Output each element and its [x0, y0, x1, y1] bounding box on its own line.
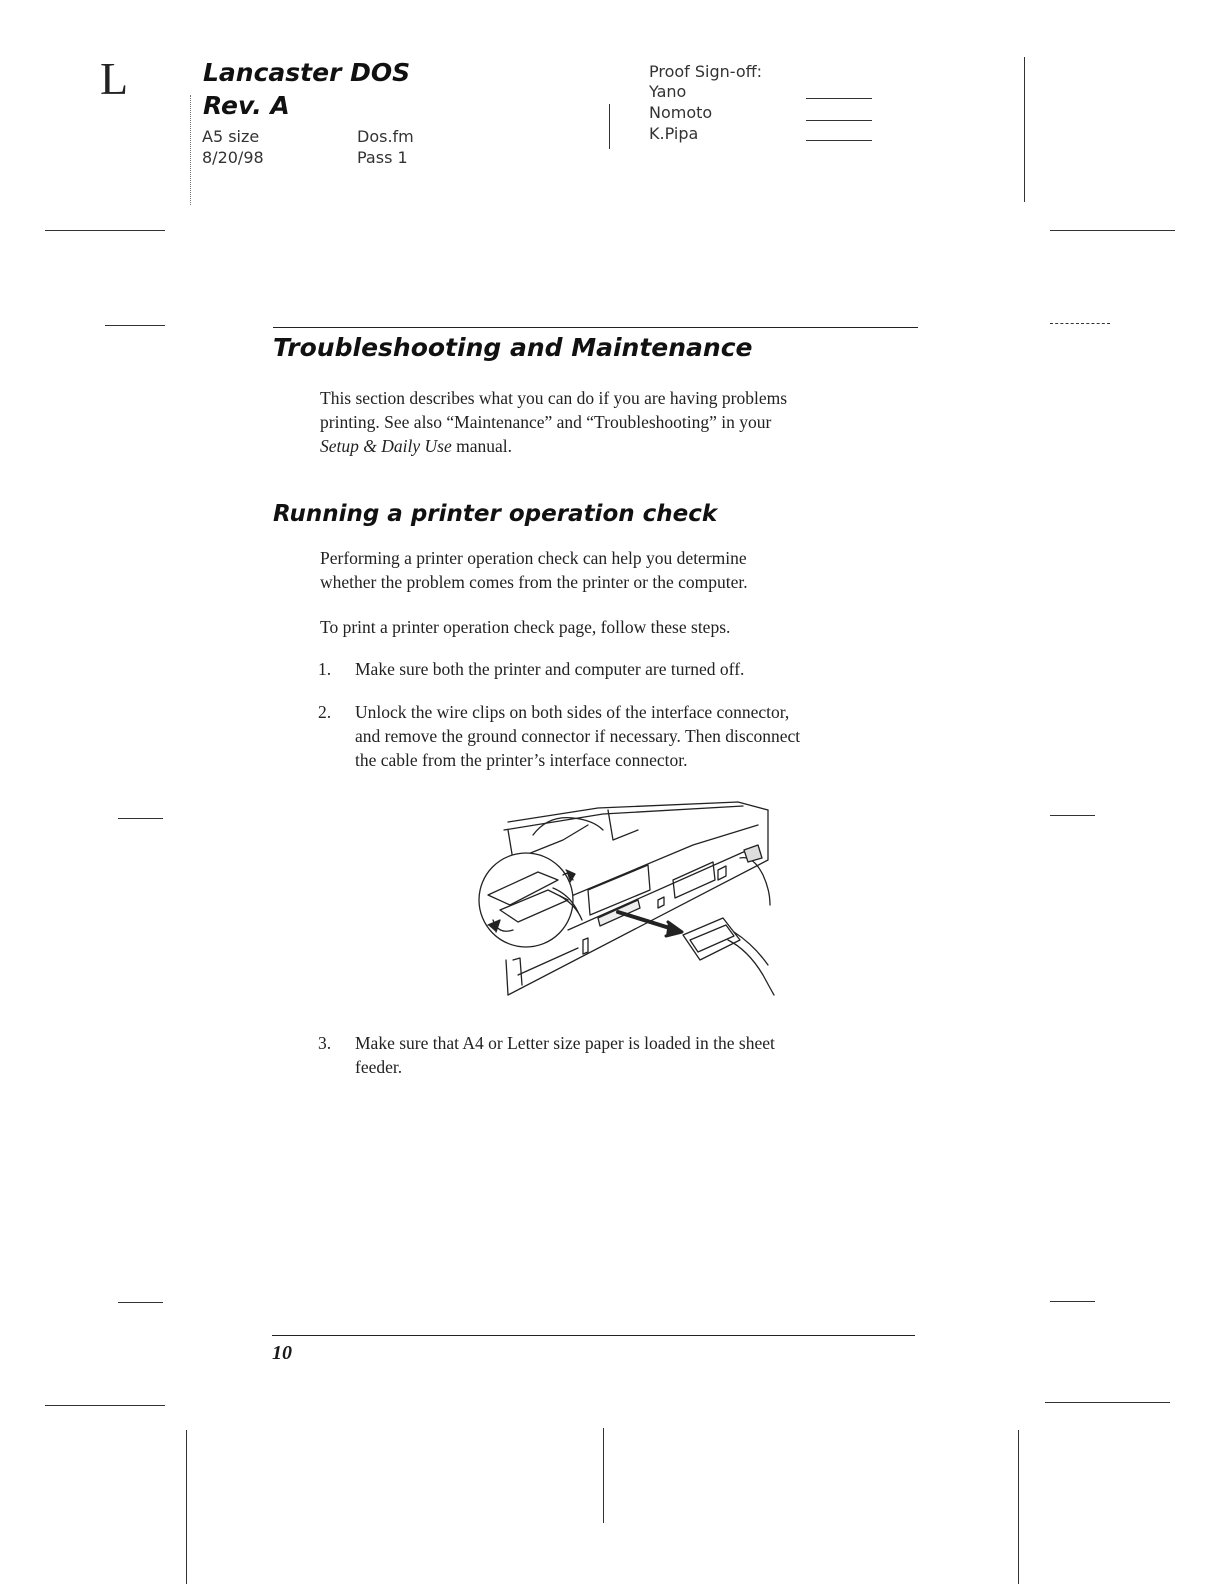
proof-title: Proof Sign-off: [649, 62, 763, 81]
step-line: feeder. [355, 1057, 403, 1077]
center-tick [609, 104, 610, 149]
step-line: Make sure both the printer and computer are turned off. [355, 659, 745, 679]
crop-mark [1050, 230, 1175, 231]
signoff-line-3 [806, 140, 872, 141]
steps-intro: To print a printer operation check page, follow these steps. [320, 617, 731, 637]
pass-label: Pass 1 [357, 148, 408, 167]
crop-mark [186, 1430, 187, 1584]
step-text [355, 657, 920, 681]
crop-mark [1050, 1301, 1095, 1302]
crop-mark [1045, 1402, 1170, 1403]
step-line: and remove the ground connector if necessary. Then disconnect [355, 726, 801, 746]
corner-letter: L [100, 53, 129, 104]
signoff-line-2 [806, 120, 872, 121]
step-number: 2. [318, 702, 332, 722]
right-crop-top [1024, 57, 1025, 202]
intro-line-3 [320, 434, 920, 458]
step-line: Unlock the wire clips on both sides of the interface connector, [355, 702, 790, 722]
step-number: 1. [318, 659, 332, 679]
step-text [355, 1031, 920, 1079]
intro-line-1: This section describes what you can do if you are having problems [320, 388, 788, 408]
subsection-heading: Running a printer operation check [273, 501, 718, 527]
check-line-1: Performing a printer operation check can help you determine [320, 548, 747, 568]
step-text [355, 700, 920, 772]
proof-name-yano: Yano [649, 82, 687, 101]
manual-title: Setup & Daily Use [320, 436, 452, 456]
crop-mark [105, 325, 165, 326]
page-number: 10 [272, 1342, 292, 1364]
check-paragraph [320, 546, 920, 594]
crop-mark [45, 230, 165, 231]
footer-rule [272, 1335, 915, 1336]
doc-revision: Rev. A [203, 91, 290, 120]
page-size: A5 size [202, 127, 260, 146]
check-line-2: whether the problem comes from the printer or the computer. [320, 572, 748, 592]
crop-mark [118, 1302, 163, 1303]
crop-mark [45, 1405, 165, 1406]
step-number: 3. [318, 1033, 332, 1053]
intro-end: manual. [451, 436, 512, 456]
crop-mark [1050, 323, 1110, 324]
section-heading: Troubleshooting and Maintenance [273, 333, 753, 362]
intro-paragraph [320, 386, 920, 458]
proof-name-pipa: K.Pipa [649, 124, 699, 143]
crop-mark [118, 818, 163, 819]
section-rule [273, 327, 918, 328]
doc-title: Lancaster DOS [203, 58, 411, 87]
doc-date: 8/20/98 [202, 148, 264, 167]
file-name: Dos.fm [357, 127, 414, 146]
printer-cable-disconnect-illustration [478, 800, 783, 1000]
crop-mark [603, 1428, 604, 1523]
crop-mark [1018, 1430, 1019, 1584]
step-line: Make sure that A4 or Letter size paper is loaded in the sheet [355, 1033, 775, 1053]
signoff-line-1 [806, 98, 872, 99]
crop-mark [1050, 815, 1095, 816]
step-line: the cable from the printer’s interface connector. [355, 750, 688, 770]
proof-name-nomoto: Nomoto [649, 103, 713, 122]
intro-line-2: printing. See also “Maintenance” and “Troubleshooting” in your [320, 412, 772, 432]
header-rule-left [190, 95, 191, 205]
